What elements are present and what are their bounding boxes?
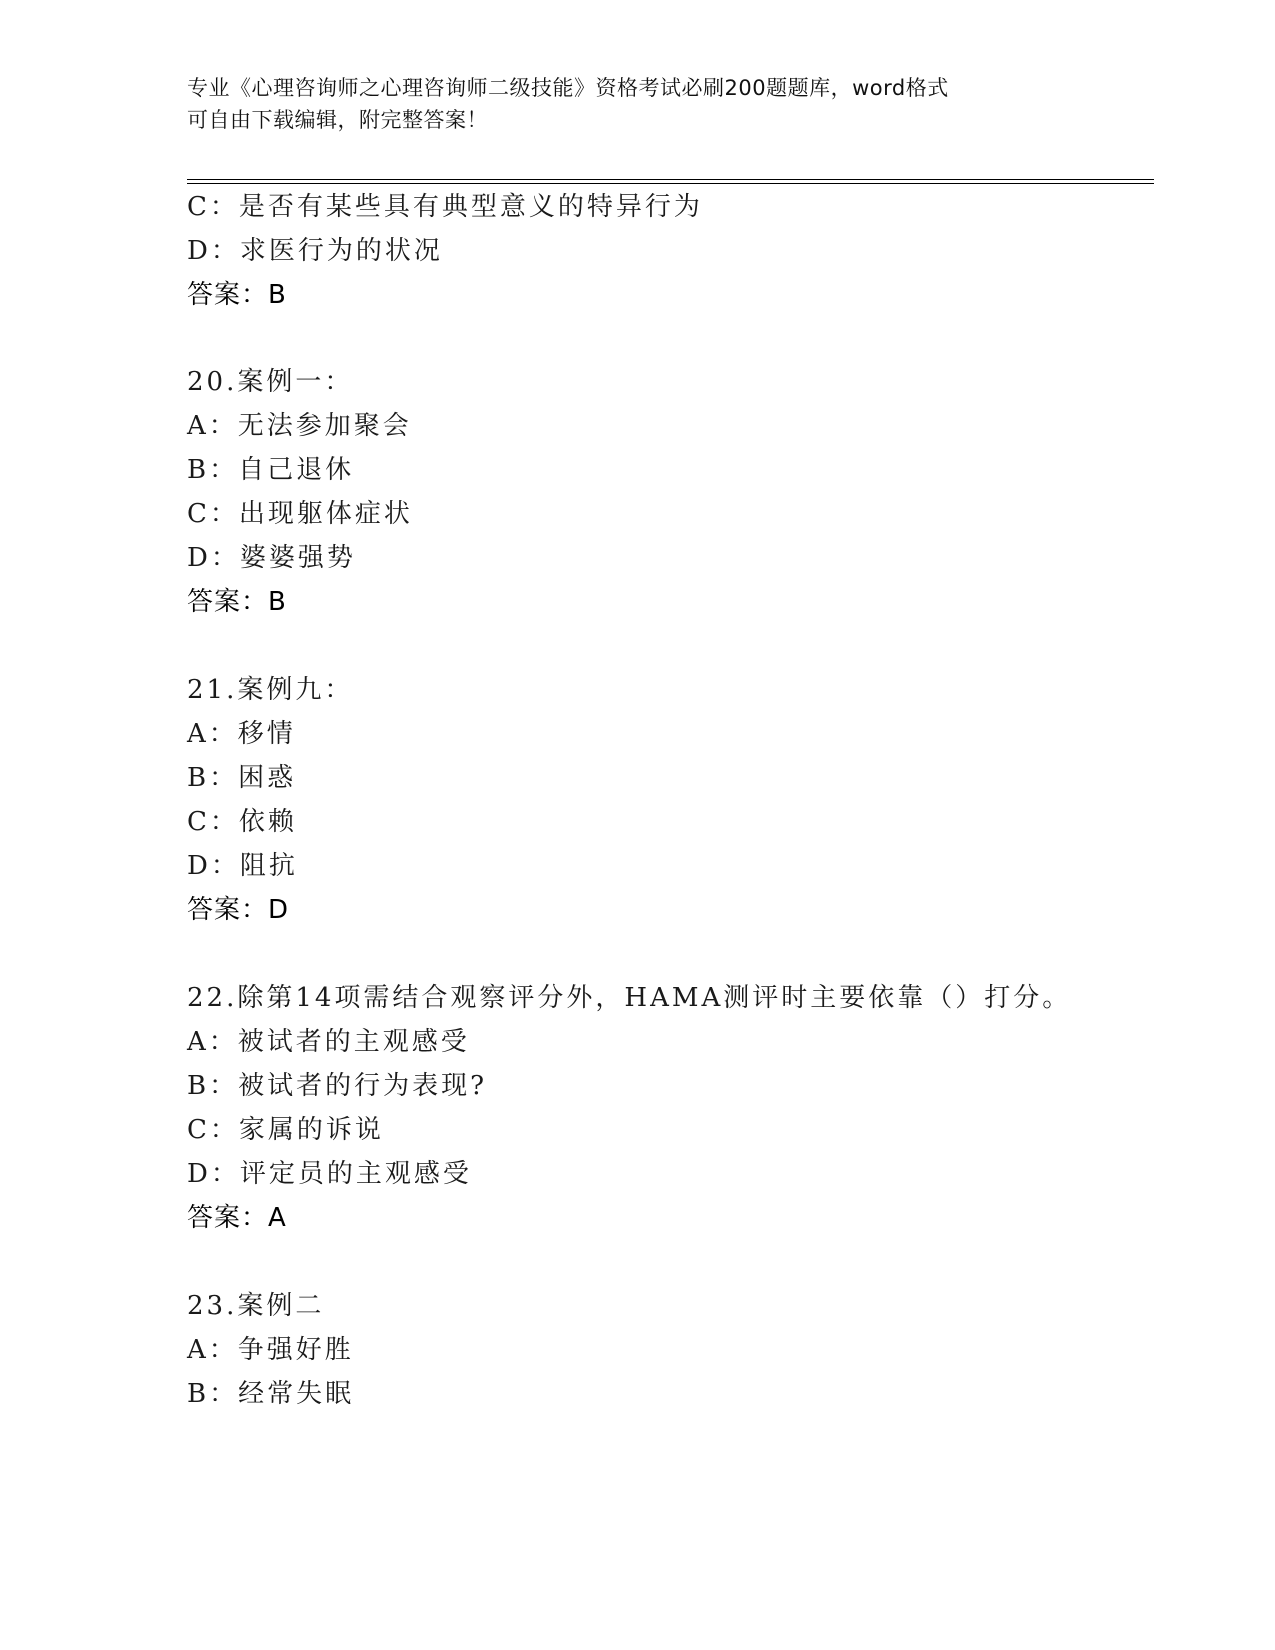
question-stem: 20.案例一： bbox=[187, 367, 354, 397]
option-a: A：争强好胜 bbox=[187, 1335, 354, 1365]
question-stem: 22.除第14项需结合观察评分外，HAMA测评时主要依靠（）打分。 bbox=[187, 983, 1072, 1013]
option-a: A：被试者的主观感受 bbox=[187, 1027, 470, 1057]
option-d: D：阻抗 bbox=[187, 851, 298, 881]
header-divider-bottom bbox=[187, 183, 1154, 184]
answer-line: 答案：D bbox=[187, 895, 290, 925]
option-b: B：被试者的行为表现? bbox=[187, 1071, 488, 1101]
option-d: D：求医行为的状况 bbox=[187, 236, 443, 266]
header-line-2: 可自由下载编辑，附完整答案！ bbox=[187, 108, 488, 132]
question-stem: 21.案例九： bbox=[187, 675, 354, 705]
option-a: A：移情 bbox=[187, 719, 296, 749]
option-c: C：家属的诉说 bbox=[187, 1115, 384, 1145]
answer-line: 答案：B bbox=[187, 280, 287, 310]
header-line-1: 专业《心理咨询师之心理咨询师二级技能》资格考试必刷200题题库，word格式 bbox=[187, 76, 949, 100]
answer-line: 答案：A bbox=[187, 1203, 287, 1233]
option-c: C：依赖 bbox=[187, 807, 297, 837]
option-b: B：困惑 bbox=[187, 763, 297, 793]
document-header bbox=[187, 72, 1087, 136]
option-d: D：婆婆强势 bbox=[187, 543, 356, 573]
option-b: B：自己退休 bbox=[187, 455, 355, 485]
option-d: D：评定员的主观感受 bbox=[187, 1159, 472, 1189]
question-stem: 23.案例二 bbox=[187, 1291, 325, 1321]
option-a: A：无法参加聚会 bbox=[187, 411, 412, 441]
option-b: B：经常失眠 bbox=[187, 1379, 355, 1409]
header-divider-top bbox=[187, 179, 1154, 180]
option-c: C：出现躯体症状 bbox=[187, 499, 413, 529]
answer-line: 答案：B bbox=[187, 587, 287, 617]
option-c: C：是否有某些具有典型意义的特异行为 bbox=[187, 192, 703, 222]
